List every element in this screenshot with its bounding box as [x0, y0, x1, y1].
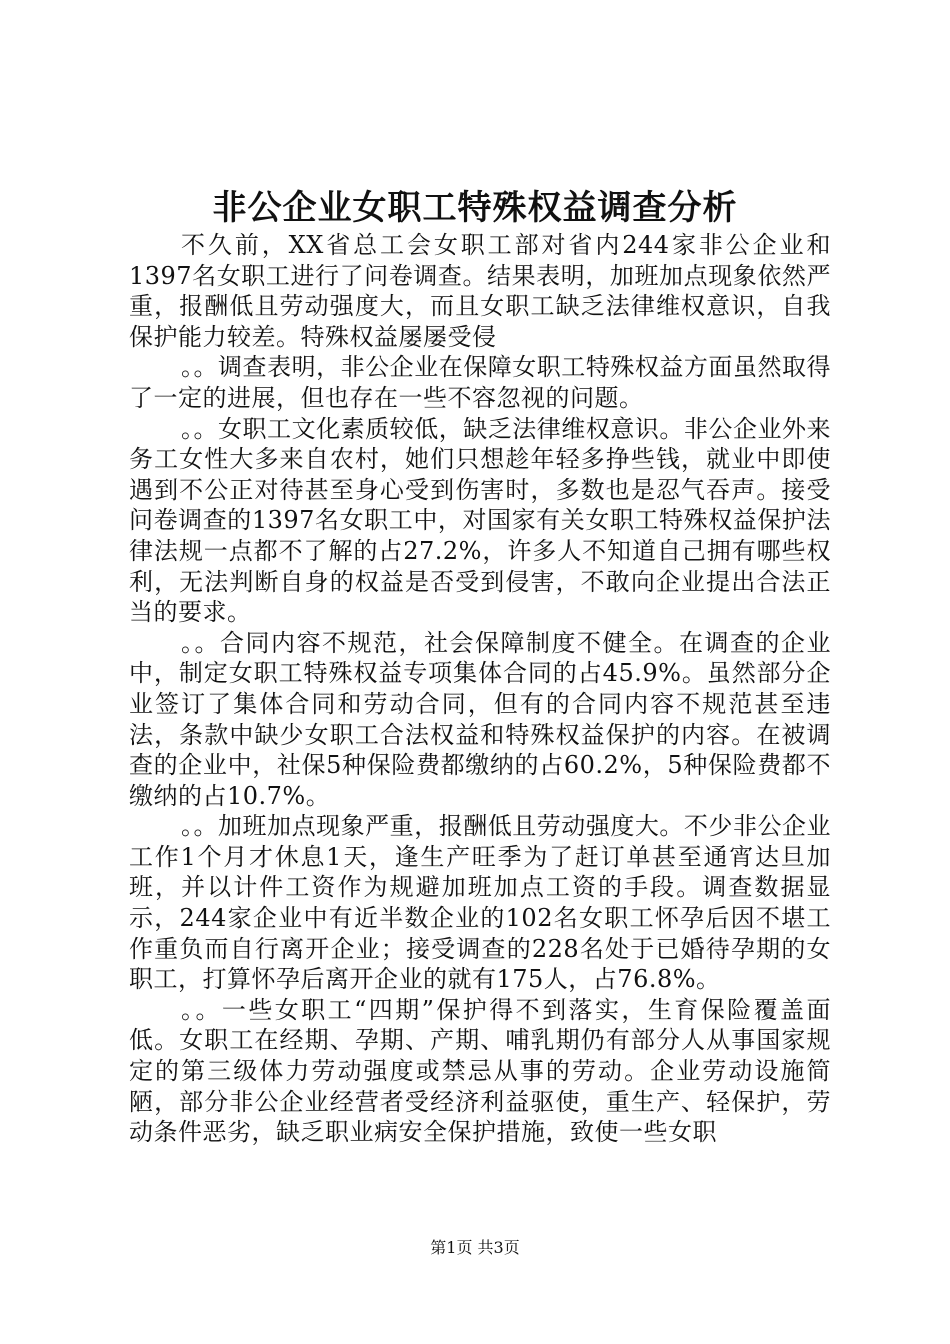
page-footer: 第1页 共3页 — [430, 1238, 520, 1257]
paragraph: 。。合同内容不规范，社会保障制度不健全。在调查的企业中，制定女职工特殊权益专项集体合同的占45.9%。虽然部分企业签订了集体合同和劳动合同，但有的合同内容不规范甚至违法，条款中缺少女职工合法权益和特殊权益保护的内容。在被调查的企业中，社保5种保险费都缴纳的占60.2%，5种保险费都不缴纳的占10.7%。 — [129, 628, 831, 810]
document-body — [129, 230, 831, 1148]
paragraph: 。。调查表明，非公企业在保障女职工特殊权益方面虽然取得了一定的进展，但也存在一些不容忽视的问题。 — [129, 353, 831, 412]
paragraph: 。。加班加点现象严重，报酬低且劳动强度大。不少非公企业工作1个月才休息1天，逢生产旺季为了赶订单甚至通宵达旦加班，并以计件工资作为规避加班加点工资的手段。调查数据显示，244家企业中有近半数企业的102名女职工怀孕后因不堪工作重负而自行离开企业；接受调查的228名处于已婚待孕期的女职工，打算怀孕后离开企业的就有175人，占76.8%。 — [129, 812, 831, 994]
paragraph: 。。女职工文化素质较低，缺乏法律维权意识。非公企业外来务工女性大多来自农村，她们只想趁年轻多挣些钱，就业中即使遇到不公正对待甚至身心受到伤害时，多数也是忍气吞声。接受问卷调查的1397名女职工中，对国家有关女职工特殊权益保护法律法规一点都不了解的占27.2%，许多人不知道自己拥有哪些权利，无法判断自身的权益是否受到侵害，不敢向企业提出合法正当的要求。 — [129, 414, 831, 627]
paragraph: 。。一些女职工“四期”保护得不到落实，生育保险覆盖面低。女职工在经期、孕期、产期、哺乳期仍有部分人从事国家规定的第三级体力劳动强度或禁忌从事的劳动。企业劳动设施简陋，部分非公企业经营者受经济利益驱使，重生产、轻保护，劳动条件恶劣，缺乏职业病安全保护措施，致使一些女职 — [129, 995, 831, 1147]
paragraph: 不久前，XX省总工会女职工部对省内244家非公企业和1397名女职工进行了问卷调查。结果表明，加班加点现象依然严重，报酬低且劳动强度大，而且女职工缺乏法律维权意识，自我保护能力较差。特殊权益屡屡受侵 — [129, 231, 831, 351]
document-title: 非公企业女职工特殊权益调查分析 — [212, 188, 738, 228]
